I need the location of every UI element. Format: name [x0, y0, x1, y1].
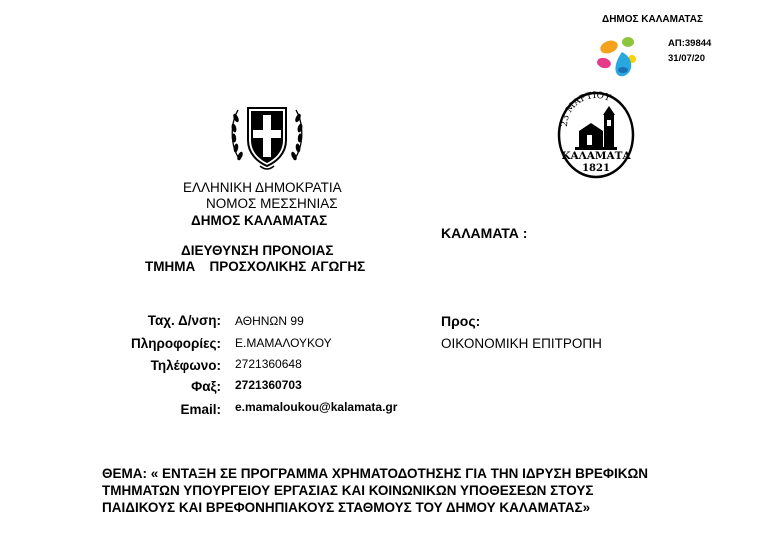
info-label: Πληροφορίες:	[130, 336, 221, 351]
place-date: ΚΑΛΑΜΑΤΑ :	[441, 225, 528, 241]
stamp-municipality: ΔΗΜΟΣ ΚΑΛΑΜΑΤΑΣ	[602, 14, 703, 25]
sender-directorate: ΔΙΕΥΘΥΝΣΗ ΠΡΟΝΟΙΑΣ	[181, 243, 334, 258]
kalamata-seal-icon	[557, 91, 635, 179]
subject-text: ΘΕΜΑ: « ΕΝΤΑΞΗ ΣΕ ΠΡΟΓΡΑΜΜΑ ΧΡΗΜΑΤΟΔΟΤΗΣΗΣ ΓΙΑ ΤΗΝ ΙΔΡΥΣΗ ΒΡΕΦΙΚΩΝ ΤΜΗΜΑΤΩΝ ΥΠΟΥΡΓΕΙΟΥ ΕΡΓΑΣΙΑΣ ΚΑΙ ΚΟΙΝΩΝΙΚΩΝ ΥΠΟΘΕΣΕΩΝ ΣΤΟΥΣ ΠΑΙΔΙΚΟΥΣ ΚΑΙ ΒΡΕΦΟΝΗΠΙΑΚΟΥΣ ΣΤΑΘΜΟΥΣ ΤΟΥ ΔΗΜΟΥ ΚΑΛΑΜΑΤΑΣ»	[102, 466, 649, 515]
fax-label: Φαξ:	[191, 379, 221, 394]
fax-value: 2721360703	[235, 378, 302, 392]
seal-top-text: 23 ΜΑΡΤΙΟΥ	[559, 91, 612, 128]
recipient-label: Προς:	[441, 313, 481, 329]
sender-department: ΤΜΗΜΑ ΠΡΟΣΧΟΛΙΚΗΣ ΑΓΩΓΗΣ	[145, 259, 366, 274]
email-label: Email:	[180, 402, 221, 417]
phone-value: 2721360648	[235, 357, 302, 371]
seal-year: 1821	[582, 163, 610, 174]
address-value: ΑΘΗΝΩΝ 99	[235, 314, 304, 328]
coat-of-arms-icon	[228, 96, 306, 174]
email-link[interactable]: e.mamaloukou@kalamata.gr	[235, 400, 398, 414]
sender-prefecture: ΝΟΜΟΣ ΜΕΣΣΗΝΙΑΣ	[206, 196, 338, 211]
protocol-date: 31/07/20	[668, 53, 705, 64]
info-value: Ε.ΜΑΜΑΛΟΥΚΟΥ	[235, 336, 332, 350]
sender-municipality: ΔΗΜΟΣ ΚΑΛΑΜΑΤΑΣ	[191, 213, 328, 228]
protocol-number: ΑΠ:39844	[668, 38, 712, 49]
seal-city: ΚΑΛΑΜΑΤΑ	[561, 150, 631, 162]
phone-label: Τηλέφωνο:	[150, 358, 221, 373]
address-label: Ταχ. Δ/νση:	[147, 313, 221, 328]
municipality-logo-icon	[592, 32, 650, 80]
sender-republic: ΕΛΛΗΝΙΚΗ ΔΗΜΟΚΡΑΤΙΑ	[183, 180, 342, 195]
recipient-value: ΟΙΚΟΝΟΜΙΚΗ ΕΠΙΤΡΟΠΗ	[441, 336, 602, 351]
